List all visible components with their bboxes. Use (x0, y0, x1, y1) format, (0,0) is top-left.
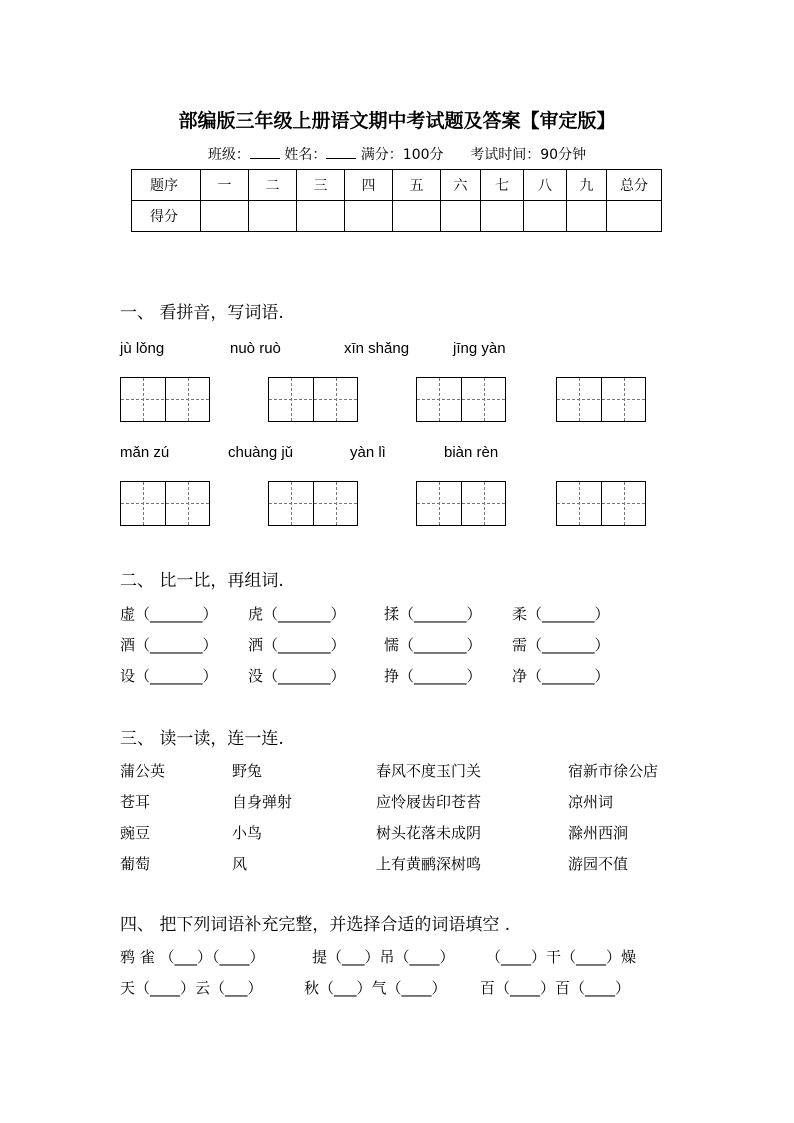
score-cell[interactable] (345, 201, 393, 232)
match-item[interactable]: 苍耳 (120, 793, 151, 811)
match-item[interactable]: 春风不度玉门关 (376, 762, 482, 780)
score-cell[interactable] (201, 201, 249, 232)
compare-item[interactable]: 没（_______） (248, 667, 346, 685)
score-cell[interactable] (567, 201, 607, 232)
compare-item[interactable]: 懦（_______） (384, 636, 482, 654)
section3-heading: 三、 读一读，连一连. (120, 729, 284, 749)
idiom-fill[interactable]: 鸦 雀 （___）（____） (120, 948, 265, 966)
idiom-fill[interactable]: 秋（___）气（____） (304, 979, 447, 997)
match-item[interactable]: 小鸟 (232, 824, 263, 842)
writing-grid[interactable] (268, 377, 358, 422)
compare-item[interactable]: 酒（_______） (120, 636, 218, 654)
header-cell: 三 (297, 170, 345, 201)
score-cell[interactable] (524, 201, 567, 232)
idiom-fill[interactable]: （____）干（____）燥 (486, 948, 637, 966)
compare-item[interactable]: 虎（_______） (248, 605, 346, 623)
score-cell[interactable] (393, 201, 441, 232)
pinyin-label: biàn rèn (444, 444, 499, 461)
compare-item[interactable]: 设（_______） (120, 667, 218, 685)
writing-grid[interactable] (120, 377, 210, 422)
score-row-label: 得分 (132, 201, 201, 232)
writing-grid[interactable] (268, 481, 358, 526)
pinyin-label: xīn shǎng (344, 340, 410, 357)
header-cell: 七 (481, 170, 524, 201)
match-item[interactable]: 自身弹射 (232, 793, 293, 811)
pinyin-label: nuò ruò (230, 340, 281, 357)
pinyin-label: chuàng jǔ (228, 444, 294, 461)
header-cell: 五 (393, 170, 441, 201)
match-item[interactable]: 豌豆 (120, 824, 151, 842)
writing-grid[interactable] (120, 481, 210, 526)
pinyin-label: mǎn zú (120, 444, 170, 461)
idiom-fill[interactable]: 天（____）云（___） (120, 979, 263, 997)
match-item[interactable]: 游园不值 (568, 855, 629, 873)
score-cell[interactable] (249, 201, 297, 232)
compare-item[interactable]: 揉（_______） (384, 605, 482, 623)
match-item[interactable]: 风 (232, 855, 248, 873)
compare-item[interactable]: 需（_______） (512, 636, 610, 654)
header-cell: 八 (524, 170, 567, 201)
class-blank[interactable] (250, 145, 280, 159)
header-cell: 总分 (607, 170, 662, 201)
writing-grid[interactable] (416, 377, 506, 422)
score-cell[interactable] (441, 201, 481, 232)
compare-item[interactable]: 柔（_______） (512, 605, 610, 623)
match-item[interactable]: 树头花落未成阴 (376, 824, 482, 842)
section4-heading: 四、 把下列词语补充完整，并选择合适的词语填空 . (120, 915, 511, 935)
idiom-fill[interactable]: 百（____）百（____） (480, 979, 631, 997)
header-cell: 一 (201, 170, 249, 201)
compare-item[interactable]: 挣（_______） (384, 667, 482, 685)
idiom-fill[interactable]: 提（___）吊（____） (312, 948, 455, 966)
full-score-label: 满分：100分 (360, 147, 444, 163)
compare-item[interactable]: 净（_______） (512, 667, 610, 685)
pinyin-label: yàn lì (350, 444, 386, 461)
score-cell[interactable] (297, 201, 345, 232)
header-cell: 四 (345, 170, 393, 201)
name-blank[interactable] (326, 145, 356, 159)
score-table-score-row (132, 201, 662, 232)
score-table (131, 169, 662, 232)
score-cell[interactable] (607, 201, 662, 232)
pinyin-label: jù lǒng (120, 340, 165, 357)
section2-heading: 二、 比一比，再组词. (120, 571, 284, 591)
section1-heading: 一、 看拼音，写词语. (120, 303, 284, 323)
pinyin-label: jīng yàn (453, 340, 506, 357)
header-cell: 九 (567, 170, 607, 201)
score-cell[interactable] (481, 201, 524, 232)
class-label: 班级： (207, 147, 250, 163)
name-label: 姓名： (284, 147, 327, 163)
exam-info (0, 144, 794, 164)
match-item[interactable]: 凉州词 (568, 793, 614, 811)
writing-grid[interactable] (556, 481, 646, 526)
exam-time-label: 考试时间：90分钟 (470, 147, 587, 163)
compare-item[interactable]: 洒（_______） (248, 636, 346, 654)
match-item[interactable]: 野兔 (232, 762, 263, 780)
header-cell: 二 (249, 170, 297, 201)
header-cell: 六 (441, 170, 481, 201)
page-title: 部编版三年级上册语文期中考试题及答案【审定版】 (178, 110, 616, 132)
score-table-header-row (132, 170, 662, 201)
writing-grid[interactable] (556, 377, 646, 422)
header-cell: 题序 (132, 170, 201, 201)
match-item[interactable]: 蒲公英 (120, 762, 166, 780)
match-item[interactable]: 应怜屐齿印苍苔 (376, 793, 482, 811)
match-item[interactable]: 葡萄 (120, 855, 151, 873)
compare-item[interactable]: 虚（_______） (120, 605, 218, 623)
match-item[interactable]: 上有黄鹂深树鸣 (376, 855, 482, 873)
writing-grid[interactable] (416, 481, 506, 526)
match-item[interactable]: 宿新市徐公店 (568, 762, 659, 780)
match-item[interactable]: 滁州西涧 (568, 824, 629, 842)
